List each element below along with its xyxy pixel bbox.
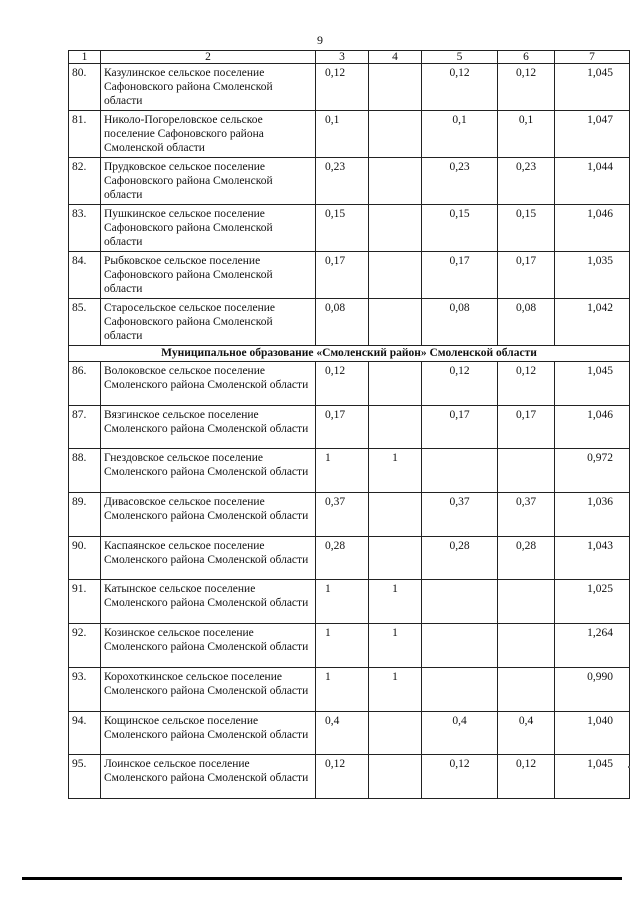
col3-value-cell: 0,23 <box>316 158 369 205</box>
row-number-cell: 89. <box>69 493 101 537</box>
col6-value-cell <box>498 667 555 711</box>
row-number-cell: 85. <box>69 299 101 346</box>
col3-value-cell: 0,12 <box>316 755 369 799</box>
col7-value-cell: 1,045 <box>555 362 630 406</box>
col6-value-cell: 0,17 <box>498 252 555 299</box>
settlement-name-cell: Лоинское сельское поселение Смоленского района Смоленской области <box>101 755 316 799</box>
col6-value-cell: 0,08 <box>498 299 555 346</box>
row-number-cell: 92. <box>69 624 101 668</box>
col4-value-cell <box>369 755 422 799</box>
table-row <box>69 449 630 493</box>
row-number-cell: 88. <box>69 449 101 493</box>
col5-value-cell: 0,12 <box>422 755 498 799</box>
settlement-name-cell: Дивасовское сельское поселение Смоленского района Смоленской области <box>101 493 316 537</box>
col4-value-cell <box>369 158 422 205</box>
col4-value-cell <box>369 493 422 537</box>
col6-value-cell: 0,23 <box>498 158 555 205</box>
settlement-name-cell: Козинское сельское поселение Смоленского района Смоленской области <box>101 624 316 668</box>
col3-value-cell: 1 <box>316 624 369 668</box>
col6-value-cell <box>498 580 555 624</box>
col7-value-cell: 1,047 <box>555 111 630 158</box>
settlement-name-cell: Старосельское сельское поселение Сафоновского района Смоленской области <box>101 299 316 346</box>
col3-value-cell: 0,1 <box>316 111 369 158</box>
col5-value-cell <box>422 667 498 711</box>
col7-value-cell: 1,045 <box>555 64 630 111</box>
table-row <box>69 299 630 346</box>
col7-value-cell: 0,990 <box>555 667 630 711</box>
table-row <box>69 667 630 711</box>
settlement-name-cell: Катынское сельское поселение Смоленского района Смоленской области <box>101 580 316 624</box>
section-title: Муниципальное образование «Смоленский район» Смоленской области <box>69 346 630 362</box>
row-number-cell: 87. <box>69 405 101 449</box>
settlement-name-cell: Казулинское сельское поселение Сафоновского района Смоленской области <box>101 64 316 111</box>
table-row <box>69 111 630 158</box>
table-row <box>69 205 630 252</box>
settlement-name-cell: Гнездовское сельское поселение Смоленского района Смоленской области <box>101 449 316 493</box>
col6-value-cell: 0,28 <box>498 536 555 580</box>
col5-value-cell: 0,37 <box>422 493 498 537</box>
col7-value-cell: 1,035 <box>555 252 630 299</box>
settlement-name-cell: Прудковское сельское поселение Сафоновского района Смоленской области <box>101 158 316 205</box>
row-number-cell: 80. <box>69 64 101 111</box>
col5-value-cell: 0,1 <box>422 111 498 158</box>
settlement-name-cell: Рыбковское сельское поселение Сафоновского района Смоленской области <box>101 252 316 299</box>
col3-value-cell: 0,15 <box>316 205 369 252</box>
table-row <box>69 252 630 299</box>
col4-value-cell <box>369 252 422 299</box>
col4-value-cell <box>369 405 422 449</box>
col6-value-cell: 0,12 <box>498 64 555 111</box>
settlement-name-cell: Вязгинское сельское поселение Смоленского района Смоленской области <box>101 405 316 449</box>
col3-value-cell: 0,4 <box>316 711 369 755</box>
col7-value-cell: 0,972 <box>555 449 630 493</box>
col7-value-cell: 1,040 <box>555 711 630 755</box>
col4-value-cell: 1 <box>369 667 422 711</box>
col5-value-cell: 0,17 <box>422 252 498 299</box>
column-number: 1 <box>69 51 101 64</box>
section-header-row <box>69 346 630 362</box>
column-number-header-row <box>69 51 630 64</box>
settlement-name-cell: Каспаянское сельское поселение Смоленского района Смоленской области <box>101 536 316 580</box>
col4-value-cell <box>369 205 422 252</box>
table-row <box>69 624 630 668</box>
col3-value-cell: 0,37 <box>316 493 369 537</box>
col7-value-cell: 1,046 <box>555 405 630 449</box>
col5-value-cell: 0,15 <box>422 205 498 252</box>
row-number-cell: 93. <box>69 667 101 711</box>
col6-value-cell <box>498 449 555 493</box>
col7-value-cell: 1,042 <box>555 299 630 346</box>
table-row <box>69 64 630 111</box>
col5-value-cell: 0,08 <box>422 299 498 346</box>
column-number: 5 <box>422 51 498 64</box>
table-row <box>69 755 630 799</box>
col7-value-cell: 1,043 <box>555 536 630 580</box>
col3-value-cell: 1 <box>316 580 369 624</box>
col3-value-cell: 0,28 <box>316 536 369 580</box>
column-number: 4 <box>369 51 422 64</box>
col4-value-cell: 1 <box>369 624 422 668</box>
col4-value-cell <box>369 711 422 755</box>
table-row <box>69 405 630 449</box>
col6-value-cell: 0,1 <box>498 111 555 158</box>
col4-value-cell <box>369 299 422 346</box>
col3-value-cell: 0,12 <box>316 64 369 111</box>
settlement-name-cell: Кощинское сельское поселение Смоленского района Смоленской области <box>101 711 316 755</box>
col5-value-cell: 0,12 <box>422 362 498 406</box>
col3-value-cell: 0,17 <box>316 252 369 299</box>
row-number-cell: 90. <box>69 536 101 580</box>
col7-value-cell: 1,046 <box>555 205 630 252</box>
col4-value-cell: 1 <box>369 580 422 624</box>
table-row <box>69 580 630 624</box>
row-number-cell: 82. <box>69 158 101 205</box>
data-table <box>68 50 630 799</box>
col3-value-cell: 0,17 <box>316 405 369 449</box>
row-number-cell: 84. <box>69 252 101 299</box>
col7-value-cell: 1,025 <box>555 580 630 624</box>
col3-value-cell: 0,08 <box>316 299 369 346</box>
col6-value-cell: 0,12 <box>498 362 555 406</box>
col7-value-cell: 1,044 <box>555 158 630 205</box>
col6-value-cell: 0,37 <box>498 493 555 537</box>
page-number: 9 <box>317 33 323 47</box>
col5-value-cell <box>422 449 498 493</box>
column-number: 7 <box>555 51 630 64</box>
col3-value-cell: 1 <box>316 667 369 711</box>
col5-value-cell: 0,4 <box>422 711 498 755</box>
col3-value-cell: 1 <box>316 449 369 493</box>
col5-value-cell <box>422 580 498 624</box>
col6-value-cell: 0,17 <box>498 405 555 449</box>
col7-value-cell: 1,036 <box>555 493 630 537</box>
col5-value-cell: 0,28 <box>422 536 498 580</box>
col7-value-cell: 1,264 <box>555 624 630 668</box>
table-row <box>69 536 630 580</box>
table-row <box>69 158 630 205</box>
col5-value-cell: 0,17 <box>422 405 498 449</box>
column-number: 6 <box>498 51 555 64</box>
row-number-cell: 95. <box>69 755 101 799</box>
settlement-name-cell: Волоковское сельское поселение Смоленского района Смоленской области <box>101 362 316 406</box>
col5-value-cell: 0,23 <box>422 158 498 205</box>
column-number: 3 <box>316 51 369 64</box>
row-number-cell: 81. <box>69 111 101 158</box>
table-row <box>69 711 630 755</box>
row-number-cell: 94. <box>69 711 101 755</box>
col4-value-cell <box>369 111 422 158</box>
col4-value-cell <box>369 536 422 580</box>
col5-value-cell: 0,12 <box>422 64 498 111</box>
settlement-name-cell: Пушкинское сельское поселение Сафоновского района Смоленской области <box>101 205 316 252</box>
bottom-rule <box>22 877 622 880</box>
column-number: 2 <box>101 51 316 64</box>
col6-value-cell: 0,15 <box>498 205 555 252</box>
col5-value-cell <box>422 624 498 668</box>
col6-value-cell <box>498 624 555 668</box>
col4-value-cell <box>369 64 422 111</box>
table-row <box>69 493 630 537</box>
settlement-name-cell: Корохоткинское сельское поселение Смоленского района Смоленской области <box>101 667 316 711</box>
col4-value-cell: 1 <box>369 449 422 493</box>
col7-value-cell: 1,045 <box>555 755 630 799</box>
col3-value-cell: 0,12 <box>316 362 369 406</box>
col6-value-cell: 0,4 <box>498 711 555 755</box>
row-number-cell: 86. <box>69 362 101 406</box>
settlement-name-cell: Николо-Погореловское сельское поселение Сафоновского района Смоленской области <box>101 111 316 158</box>
row-number-cell: 91. <box>69 580 101 624</box>
col4-value-cell <box>369 362 422 406</box>
scan-dot <box>628 766 630 768</box>
table-body <box>69 51 630 799</box>
col6-value-cell: 0,12 <box>498 755 555 799</box>
table-row <box>69 362 630 406</box>
row-number-cell: 83. <box>69 205 101 252</box>
